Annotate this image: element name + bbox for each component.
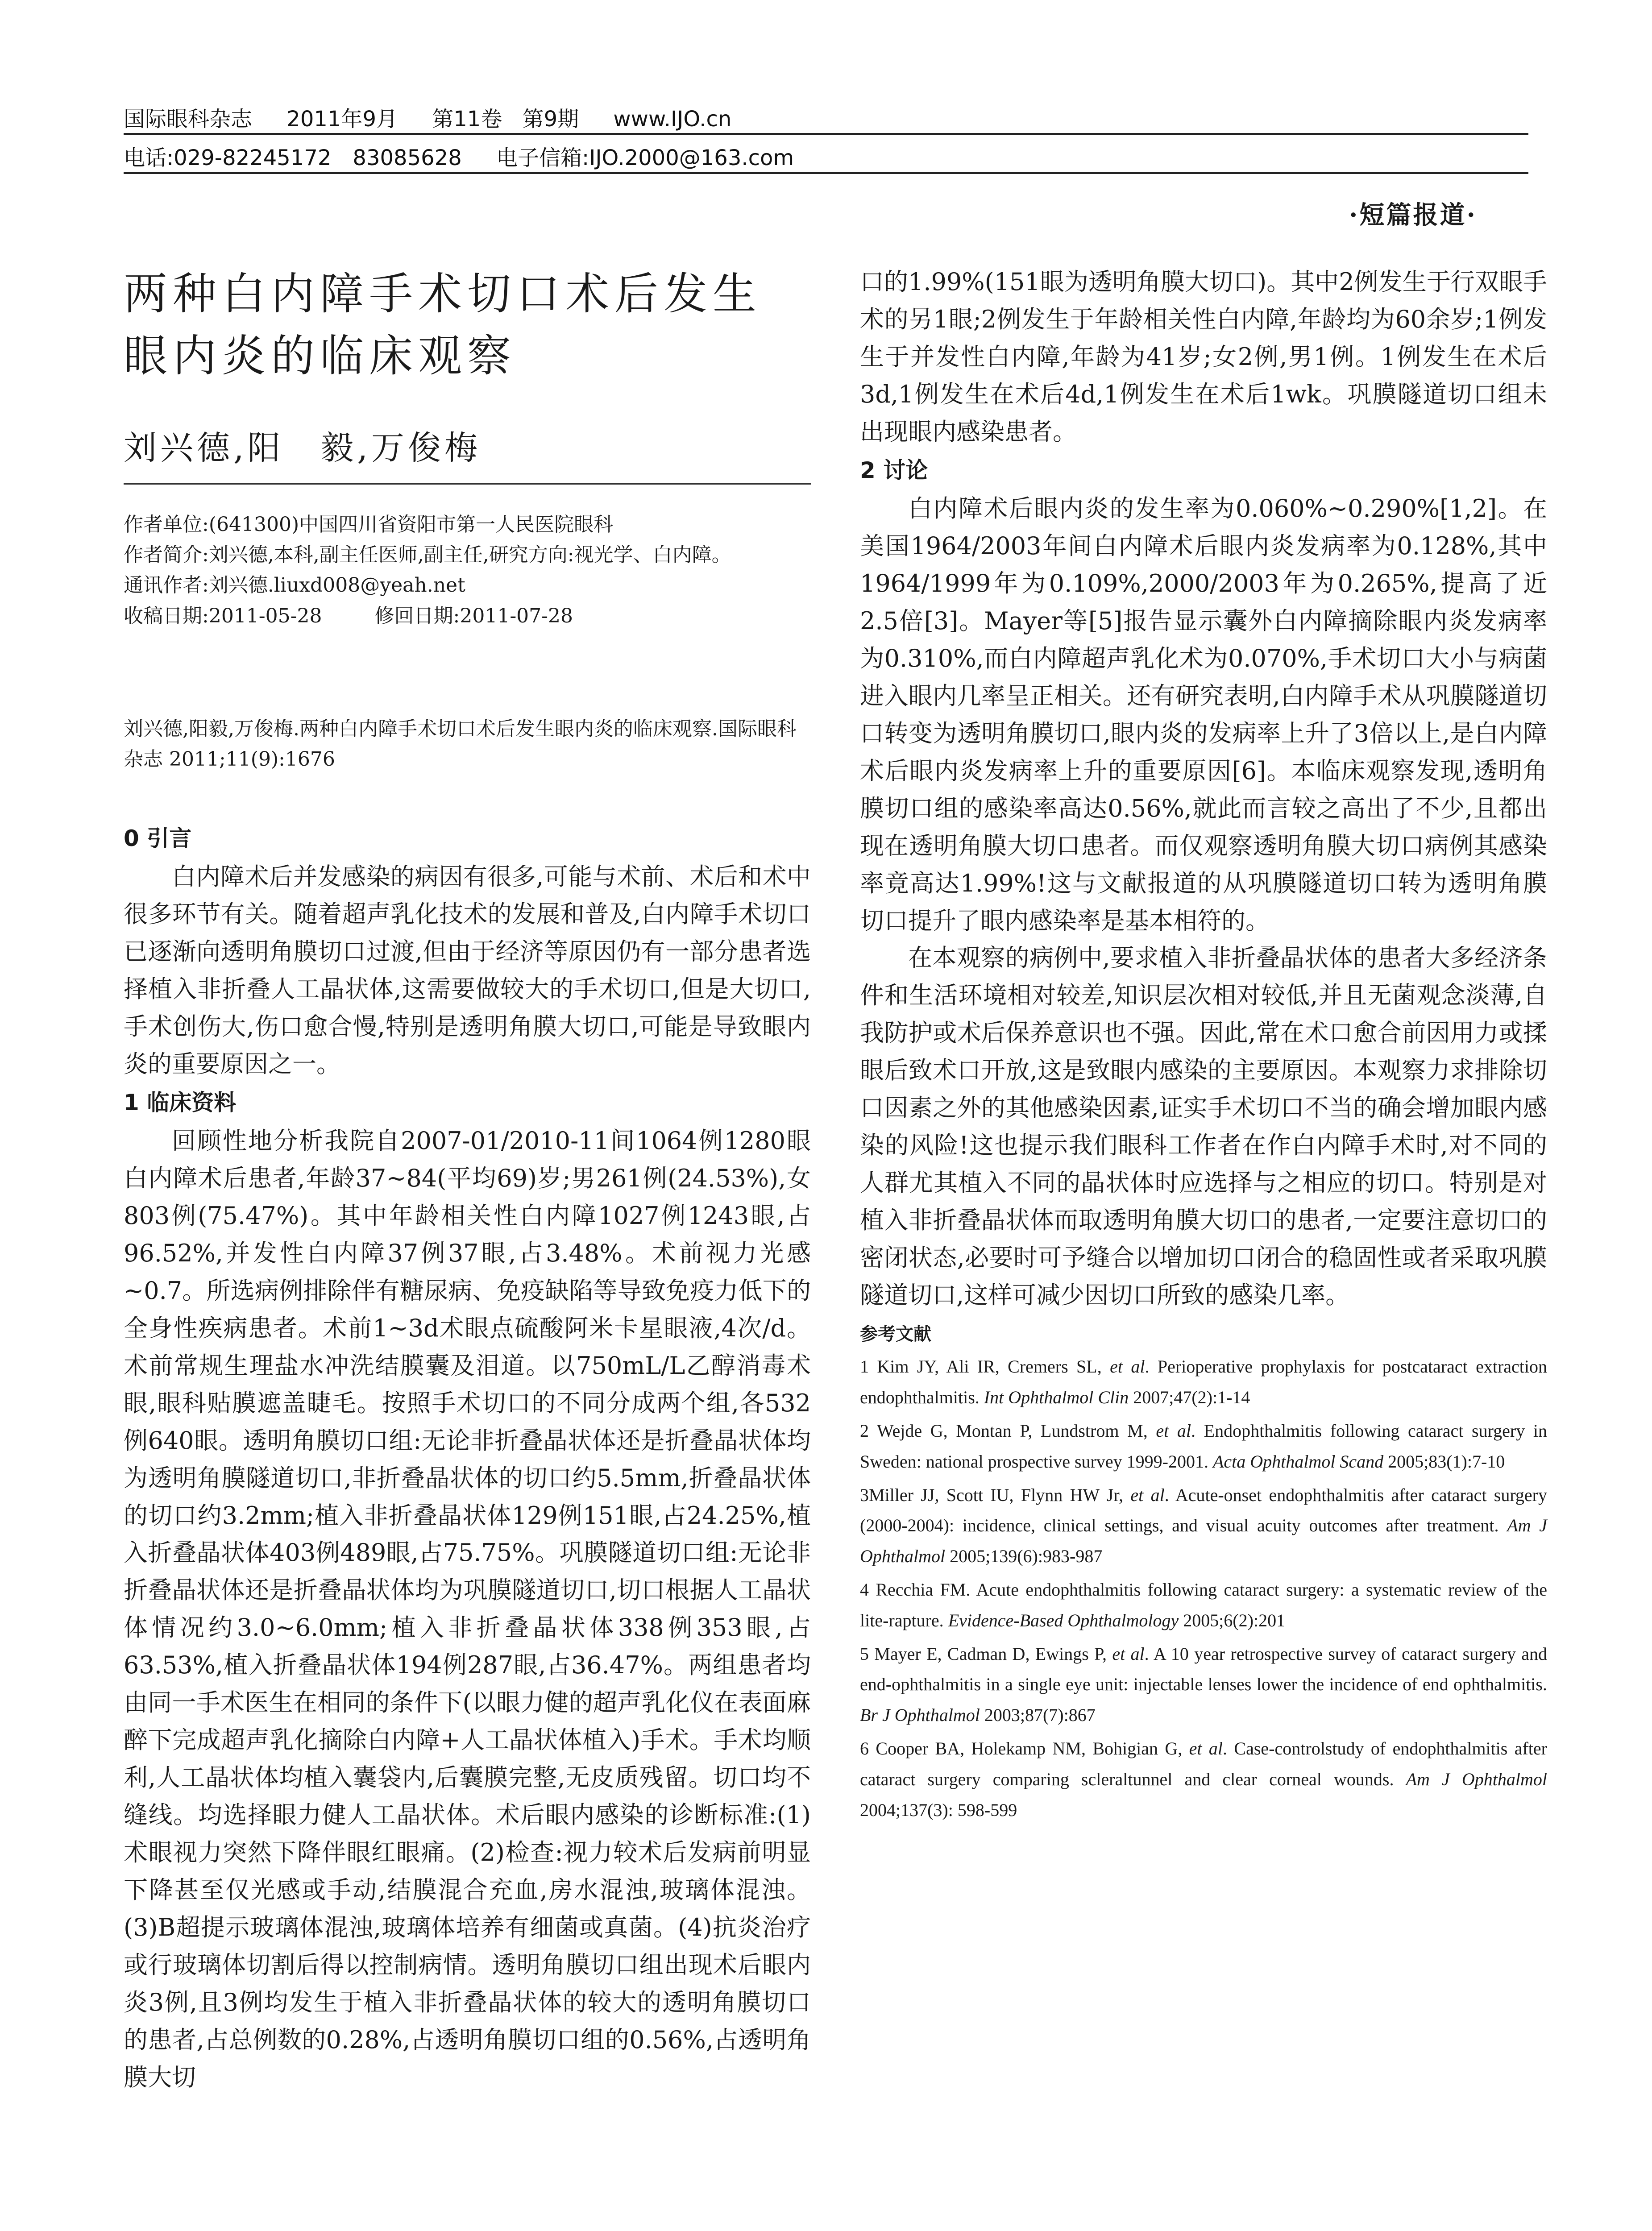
running-header-line2 <box>124 141 822 171</box>
clinical-heading: 1 临床资料 <box>124 1089 237 1116</box>
journal-name: Am J Ophthalmol <box>1406 1769 1547 1789</box>
intro-heading: 0 引言 <box>124 825 192 851</box>
clinical-paragraph-continued: 口的1.99%(151眼为透明角膜大切口)。其中2例发生于行双眼手术的另1眼;2例发生于年龄相关性白内障,年龄均为60余岁;1例发生于并发性白内障,年龄为41岁;女2例,男1例。1例发生在术后3d,1例发生在术后4d,1例发生在术后1wk。巩膜隧道切口组未出现眼内感染患者。 <box>860 268 1547 446</box>
phone: 电话:029-82245172 83085628 <box>124 145 462 170</box>
reference-item: 1 Kim JY, Ali IR, Cremers SL, et al. Perioperative prophylaxis for postcataract extraction endophthalmitis. Int Ophthalmol Clin 2007;47(2):1-14 <box>860 1356 1547 1408</box>
website-link[interactable]: www.IJO.cn <box>613 107 732 132</box>
correspondence: 通讯作者:刘兴德.liuxd008@yeah.net <box>124 574 465 597</box>
header-rule-top <box>124 133 1528 135</box>
reference-item: 6 Cooper BA, Holekamp NM, Bohigian G, et al. Case-controlstudy of endophthalmitis after cataract surgery comparing scleraltunnel and clear corneal wounds. Am J Ophthalmol 2004;137(3): 598-599 <box>860 1738 1547 1820</box>
title-line-1: 两种白内障手术切口术后发生 <box>124 269 762 319</box>
journal-name: Br J Ophthalmol <box>860 1705 980 1725</box>
reference-item: 4 Recchia FM. Acute endophthalmitis following cataract surgery: a systematic review of the lite-rapture. Evidence-Based Ophthalmology 2005;6(2):201 <box>860 1579 1547 1630</box>
reference-item: 2 Wejde G, Montan P, Lundstrom M, et al. Endophthalmitis following cataract surgery in Sweden: national prospective survey 1999-2001. Acta Ophthalmol Scand 2005;83(1):7-10 <box>860 1420 1547 1472</box>
reference-item: 3Miller JJ, Scott IU, Flynn HW Jr, et al. Acute-onset endophthalmitis after cataract surgery (2000-2004): incidence, clinical settings, and visual acuity outcomes after treatment. Am J Ophthalmol 2005;139(6):983-987 <box>860 1485 1548 1567</box>
section-tag: ·短篇报道· <box>1349 200 1477 230</box>
journal-name: Int Ophthalmol Clin <box>984 1387 1129 1408</box>
discussion-paragraph-1: 白内障术后眼内炎的发生率为0.060%~0.290%[1,2]。在美国1964/2003年间白内障术后眼内炎发病率为0.128%,其中1964/1999年为0.109%,2000/2003年为0.265%,提高了近2.5倍[3]。Mayer等[5]报告显示囊外白内障摘除眼内炎发病率为0.310%,而白内障超声乳化术为0.070%,手术切口大小与病菌进入眼内几率呈正相关。还有研究表明,白内障手术从巩膜隧道切口转变为透明角膜切口,眼内炎的发病率上升了3倍以上,是白内障术后眼内炎发病率上升的重要原因[6]。本临床观察发现,透明角膜切口组的感染率高达0.56%,就此而言较之高出了不少,且都出现在透明角膜大切口患者。而仅观察透明角膜大切口病例其感染率竟高达1.99%!这与文献报道的从巩膜隧道切口转为透明角膜切口提升了眼内感染率是基本相符的。 <box>860 494 1547 935</box>
journal-name: Am J Ophthalmol <box>860 1515 1548 1567</box>
author-bio: 作者简介:刘兴德,本科,副主任医师,副主任,研究方向:视光学、白内障。 <box>124 543 731 567</box>
author-list: 刘兴德,阳 毅,万俊梅 <box>124 429 481 467</box>
left-column-body <box>124 819 811 2096</box>
right-column-body <box>860 263 1547 1828</box>
received-date: 收稿日期:2011-05-28 <box>124 604 322 627</box>
intro-paragraph: 白内障术后并发感染的病因有很多,可能与术前、术后和术中很多环节有关。随着超声乳化技术的发展和普及,白内障手术切口已逐渐向透明角膜切口过渡,但由于经济等原因仍有一部分患者选择植入非折叠人工晶状体,这需要做较大的手术切口,但是大切口,手术创伤大,伤口愈合慢,特别是透明角膜大切口,可能是导致眼内炎的重要原因之一。 <box>124 863 811 1078</box>
discussion-heading: 2 讨论 <box>860 457 928 483</box>
reference-item: 5 Mayer E, Cadman D, Ewings P, et al. A 10 year retrospective survey of cataract surgery and end-ophthalmitis in a single eye unit: injectable lenses lower the incidence of end ophthalmitis. Br J Ophthalmol 2003;87(7):867 <box>860 1643 1548 1725</box>
revised-date: 修回日期:2011-07-28 <box>374 604 573 627</box>
reference-list <box>860 1352 1547 1825</box>
email-link[interactable]: 电子信箱:IJO.2000@163.com <box>496 145 794 170</box>
affiliation: 作者单位:(641300)中国四川省资阳市第一人民医院眼科 <box>124 513 614 536</box>
title-rule <box>124 483 811 485</box>
references-heading: 参考文献 <box>860 1324 931 1345</box>
article-title <box>124 263 811 387</box>
journal-name: 国际眼科杂志 <box>124 107 253 132</box>
citation: 刘兴德,阳毅,万俊梅.两种白内障手术切口术后发生眼内炎的临床观察.国际眼科杂志 2011;11(9):1676 <box>124 717 797 771</box>
journal-name: Acta Ophthalmol Scand <box>1212 1451 1384 1472</box>
dates <box>124 601 811 631</box>
discussion-paragraph-2: 在本观察的病例中,要求植入非折叠晶状体的患者大多经济条件和生活环境相对较差,知识层次相对较低,并且无菌观念淡薄,自我防护或术后保养意识也不强。因此,常在术口愈合前因用力或揉眼后致术口开放,这是致眼内感染的主要原因。本观察力求排除切口因素之外的其他感染因素,证实手术切口不当的确会增加眼内感染的风险!这也提示我们眼科工作者在作白内障手术时,对不同的人群尤其植入不同的晶状体时应选择与之相应的切口。特别是对植入非折叠晶状体而取透明角膜大切口的患者,一定要注意切口的密闭状态,必要时可予缝合以增加切口闭合的稳固性或者采取巩膜隧道切口,这样可减少因切口所致的感染几率。 <box>860 944 1547 1310</box>
title-line-2: 眼内炎的临床观察 <box>124 331 517 382</box>
running-header-line1 <box>124 102 759 133</box>
volume: 第11卷 <box>432 107 502 132</box>
issue-date: 2011年9月 <box>286 107 398 132</box>
journal-name: Evidence-Based Ophthalmology <box>948 1610 1179 1630</box>
clinical-paragraph: 回顾性地分析我院自2007-01/2010-11间1064例1280眼白内障术后患者,年龄37~84(平均69)岁;男261例(24.53%),女803例(75.47%)。其中年龄相关性白内障1027例1243眼,占96.52%,并发性白内障37例37眼,占3.48%。术前视力光感~0.7。所选病例排除伴有糖尿病、免疫缺陷等导致免疫力低下的全身性疾病患者。术前1~3d术眼点硫酸阿米卡星眼液,4次/d。术前常规生理盐水冲洗结膜囊及泪道。以750mL/L乙醇消毒术眼,眼科贴膜遮盖睫毛。按照手术切口的不同分成两个组,各532例640眼。透明角膜切口组:无论非折叠晶状体还是折叠晶状体均为透明角膜隧道切口,非折叠晶状体的切口约5.5mm,折叠晶状体的切口约3.2mm;植入非折叠晶状体129例151眼,占24.25%,植入折叠晶状体403例489眼,占75.75%。巩膜隧道切口组:无论非折叠晶状体还是折叠晶状体均为巩膜隧道切口,切口根据人工晶状体情况约3.0~6.0mm;植入非折叠晶状体338例353眼,占63.53%,植入折叠晶状体194例287眼,占36.47%。两组患者均由同一手术医生在相同的条件下(以眼力健的超声乳化仪在表面麻醉下完成超声乳化摘除白内障+人工晶状体植入)手术。手术均顺利,人工晶状体均植入囊袋内,后囊膜完整,无皮质残留。切口均不缝线。均选择眼力健人工晶状体。术后眼内感染的诊断标准:(1)术眼视力突然下降伴眼红眼痛。(2)检查:视力较术后发病前明显下降甚至仅光感或手动,结膜混合充血,房水混浊,玻璃体混浊。(3)B超提示玻璃体混浊,玻璃体培养有细菌或真菌。(4)抗炎治疗或行玻璃体切割后得以控制病情。透明角膜切口组出现术后眼内炎3例,且3例均发生于植入非折叠晶状体的较大的透明角膜切口的患者,占总例数的0.28%,占透明角膜切口组的0.56%,占透明角膜大切 <box>124 1126 811 2092</box>
issue: 第9期 <box>522 107 579 132</box>
header-rule-bottom <box>124 172 1528 174</box>
article-metadata <box>124 510 811 631</box>
